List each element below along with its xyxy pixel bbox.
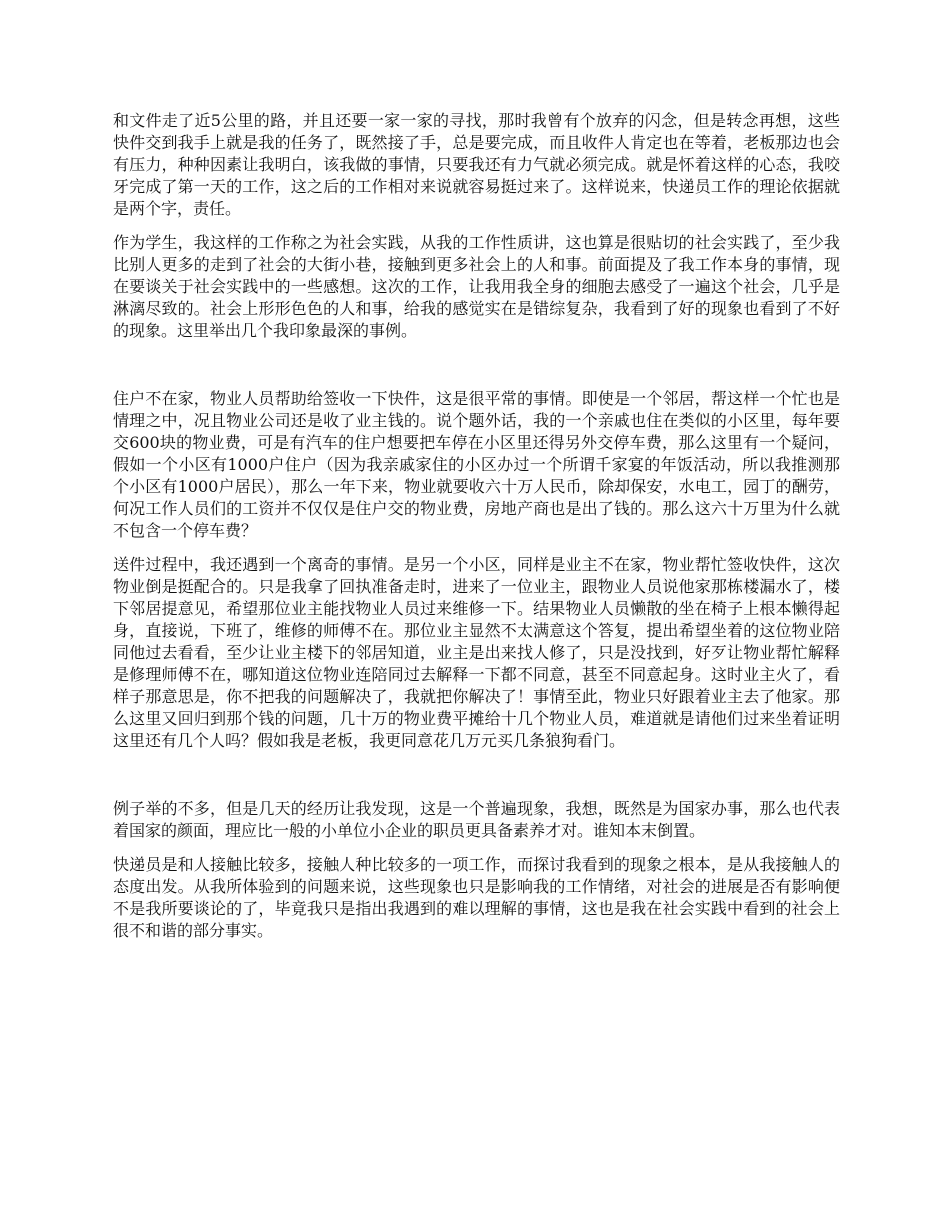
document-body (113, 110, 840, 942)
paragraph-conclusion: 快递员是和人接触比较多，接触人种比较多的一项工作，而探讨我看到的现象之根本，是从我接触人的态度出发。从我所体验到的问题来说，这些现象也只是影响我的工作情绪，对社会的进展是否有影响便不是我所要谈论的了，毕竟我只是指出我遇到的难以理解的事情，这也是我在社会实践中看到的社会上很不和谐的部分事实。 (113, 855, 840, 940)
paragraph-property-fee: 住户不在家，物业人员帮助给签收一下快件，这是很平常的事情。即使是一个邻居，帮这样一个忙也是情理之中，况且物业公司还是收了业主钱的。说个题外话，我的一个亲戚也住在类似的小区里，每年要交600块的物业费，可是有汽车的住户想要把车停在小区里还得另外交停车费，那么这里有一个疑问，假如一个小区有1000户住户（因为我亲戚家住的小区办过一个所谓千家宴的年饭活动，所以我推测那个小区有1000户居民），那么一年下来，物业就要收六十万人民币，除却保安，水电工，园丁的酬劳，何况工作人员们的工资并不仅仅是住户交的物业费，房地产商也是出了钱的。那么这六十万里为什么就不包含一个停车费？ (113, 389, 840, 540)
paragraph-spacer (113, 542, 840, 554)
paragraph-property-incident: 送件过程中，我还遇到一个离奇的事情。是另一个小区，同样是业主不在家，物业帮忙签收快件，这次物业倒是挺配合的。只是我拿了回执准备走时，进来了一位业主，跟物业人员说他家那栋楼漏水了，楼下邻居提意见，希望那位业主能找物业人员过来维修一下。结果物业人员懒散的坐在椅子上根本懒得起身，直接说，下班了，维修的师傅不在。那位业主显然不太满意这个答复，提出希望坐着的这位物业陪同他过去看看，至少让业主楼下的邻居知道，业主是出来找人修了，只是没找到，好歹让物业帮忙解释是修理师傅不在，哪知道这位物业连陪同过去解释一下都不同意，甚至不同意起身。这时业主火了，看样子那意思是，你不把我的问题解决了，我就把你解决了！事情至此，物业只好跟着业主去了他家。那么这里又回归到那个钱的问题，几十万的物业费平摊给十几个物业人员，难道就是请他们过来坐着证明这里还有几个人吗？假如我是老板，我更同意花几万元买几条狼狗看门。 (113, 555, 840, 750)
section-spacer (113, 342, 840, 388)
paragraph-responsibility: 和文件走了近5公里的路，并且还要一家一家的寻找，那时我曾有个放弃的闪念，但是转念再想，这些快件交到我手上就是我的任务了，既然接了手，总是要完成，而且收件人肯定也在等着，老板那边也会有压力，种种因素让我明白，该我做的事情，只要我还有力气就必须完成。就是怀着这样的心态，我咬牙完成了第一天的工作，这之后的工作相对来说就容易挺过来了。这样说来，快递员工作的理论依据就是两个字，责任。 (113, 111, 840, 218)
paragraph-spacer (113, 842, 840, 854)
paragraph-common-phenomenon: 例子举的不多，但是几天的经历让我发现，这是一个普遍现象，我想，既然是为国家办事，那么也代表着国家的颜面，理应比一般的小单位小企业的职员更具备素养才对。谁知本末倒置。 (113, 799, 840, 840)
section-spacer (113, 752, 840, 798)
paragraph-spacer (113, 220, 840, 232)
paragraph-social-practice: 作为学生，我这样的工作称之为社会实践，从我的工作性质讲，这也算是很贴切的社会实践了，至少我比别人更多的走到了社会的大街小巷，接触到更多社会上的人和事。前面提及了我工作本身的事情，现在要谈关于社会实践中的一些感想。这次的工作，让我用我全身的细胞去感受了一遍这个社会，几乎是淋漓尽致的。社会上形形色色的人和事，给我的感觉实在是错综复杂，我看到了好的现象也看到了不好的现象。这里举出几个我印象最深的事例。 (113, 233, 840, 340)
